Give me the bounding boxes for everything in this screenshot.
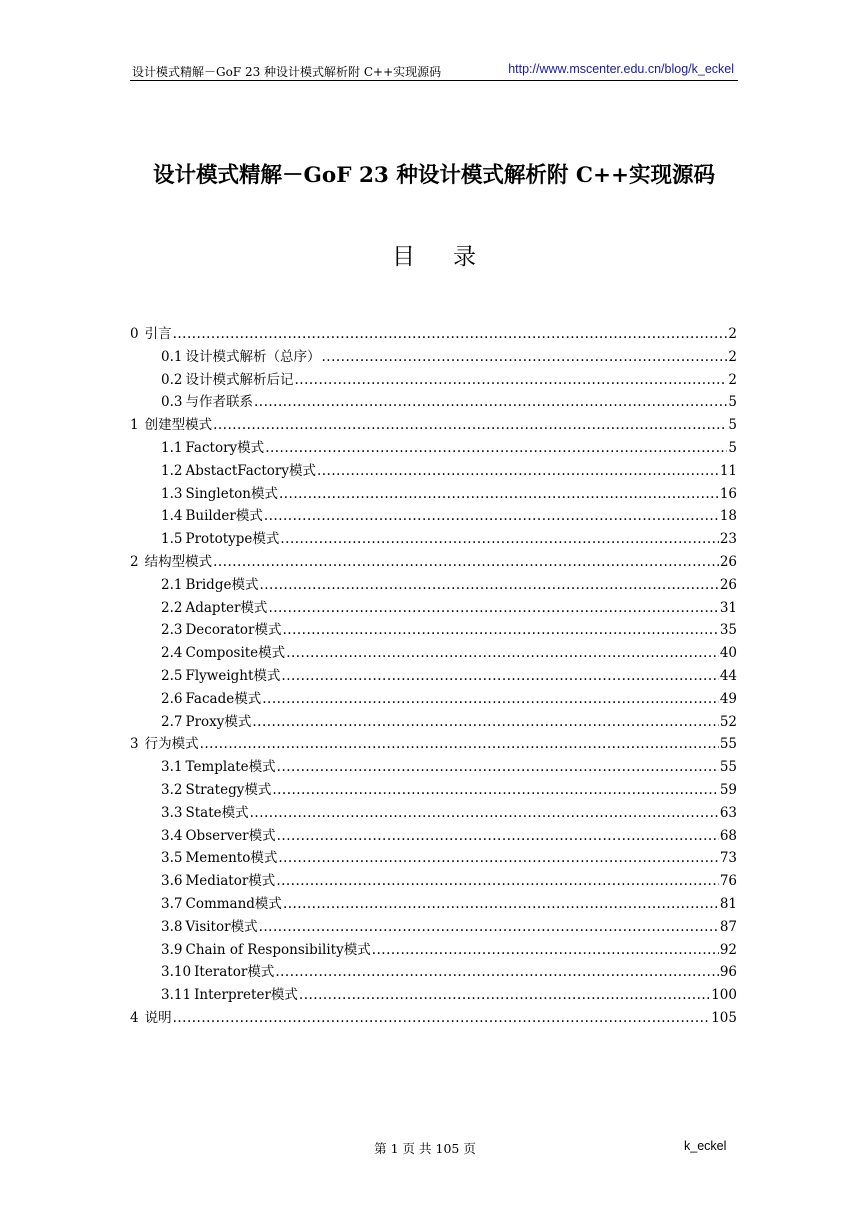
toc-entry[interactable]	[130, 778, 737, 801]
toc-entry-page: 87	[719, 918, 737, 935]
toc-entry-label: Decorator模式	[185, 622, 282, 639]
toc-dot-leader	[279, 486, 719, 502]
toc-dot-leader	[294, 372, 727, 388]
toc-entry-page: 2	[728, 326, 737, 342]
toc-entry-page: 5	[728, 417, 737, 434]
toc-entry-page: 5	[728, 394, 737, 411]
toc-entry-number: 2.3	[161, 622, 183, 639]
toc-entry-number: 1.5	[161, 531, 183, 548]
toc-entry-label: Visitor模式	[185, 918, 258, 935]
toc-entry-number: 3.6	[161, 873, 183, 890]
footer-author: k_eckel	[684, 1139, 727, 1153]
toc-entry-label: 设计模式解析后记	[185, 371, 294, 388]
toc-entry-number: 1.1	[161, 439, 183, 456]
toc-entry-page: 55	[719, 759, 737, 776]
toc-entry-page: 2	[728, 348, 737, 365]
toc-entry[interactable]	[130, 732, 737, 755]
toc-entry[interactable]	[130, 983, 737, 1006]
toc-entry-page: 2	[728, 371, 737, 388]
toc-entry-page: 26	[719, 553, 737, 570]
toc-entry-label: Builder模式	[185, 508, 263, 525]
toc-entry-page: 100	[711, 987, 737, 1004]
toc-entry-page: 31	[719, 599, 737, 616]
toc-entry-label: AbstactFactory模式	[185, 462, 316, 479]
toc-entry[interactable]	[130, 641, 737, 664]
toc-entry-label: Chain of Responsibility模式	[185, 941, 371, 958]
toc-entry-number: 1.2	[161, 462, 183, 479]
toc-entry-page: 40	[719, 645, 737, 662]
toc-entry-label: 设计模式解析（总序）	[185, 348, 321, 365]
toc-entry[interactable]	[130, 618, 737, 641]
toc-entry[interactable]	[130, 846, 737, 869]
toc-entry-label: 行为模式	[144, 736, 199, 753]
toc-entry-number: 2.6	[161, 690, 183, 707]
toc-entry[interactable]	[130, 960, 737, 983]
toc-entry-label: State模式	[185, 804, 249, 821]
toc-entry-label: Proxy模式	[185, 713, 252, 730]
toc-entry-number: 3	[130, 736, 139, 753]
toc-entry-number: 0.2	[161, 371, 183, 388]
toc-entry-number: 3.8	[161, 918, 183, 935]
toc-dot-leader	[268, 600, 718, 616]
toc-entry-label: Flyweight模式	[185, 667, 281, 684]
toc-entry-page: 92	[719, 941, 737, 958]
toc-entry-number: 2.5	[161, 667, 183, 684]
toc-entry-label: Singleton模式	[185, 485, 278, 502]
toc-entry-page: 55	[719, 736, 737, 753]
toc-dot-leader	[275, 964, 718, 980]
toc-entry-number: 2.4	[161, 645, 183, 662]
toc-entry-label: Iterator模式	[194, 964, 275, 981]
toc-entry-page: 52	[719, 713, 737, 730]
toc-entry[interactable]	[130, 824, 737, 847]
toc-entry-number: 3.5	[161, 850, 183, 867]
toc-entry-page: 96	[719, 964, 737, 981]
toc-entry-label: 创建型模式	[144, 417, 213, 434]
toc-dot-leader	[252, 714, 718, 730]
toc-dot-leader	[259, 919, 719, 935]
toc-dot-leader	[286, 645, 719, 661]
toc-dot-leader	[213, 554, 719, 570]
toc-entry[interactable]	[130, 504, 737, 527]
toc-entry-page: 76	[719, 873, 737, 890]
toc-entry-page: 68	[719, 827, 737, 844]
toc-entry-label: 与作者联系	[185, 394, 253, 411]
toc-entry-label: Composite模式	[185, 645, 286, 662]
toc-entry-label: Facade模式	[185, 690, 262, 707]
toc-dot-leader	[264, 508, 719, 524]
toc-entry[interactable]	[130, 573, 737, 596]
toc-dot-leader	[173, 1010, 711, 1026]
toc-entry-page: 5	[728, 439, 737, 456]
toc-entry-number: 3.11	[161, 987, 192, 1004]
toc-entry-number: 0.1	[161, 348, 183, 365]
toc-entry[interactable]	[130, 550, 737, 573]
toc-entry[interactable]	[130, 755, 737, 778]
toc-entry-label: 说明	[144, 1009, 172, 1026]
toc-dot-leader	[280, 531, 718, 547]
toc-entry[interactable]	[130, 915, 737, 938]
toc-entry-number: 1	[130, 417, 139, 434]
toc-entry-label: Command模式	[185, 895, 282, 912]
toc-dot-leader	[173, 326, 728, 342]
toc-dot-leader	[278, 850, 718, 866]
toc-entry-label: Bridge模式	[185, 576, 259, 593]
toc-entry-label: Memento模式	[185, 850, 278, 867]
page-header	[130, 62, 738, 81]
toc-entry-number: 2.7	[161, 713, 183, 730]
toc-dot-leader	[259, 577, 718, 593]
toc-entry[interactable]	[130, 459, 737, 482]
toc-entry[interactable]	[130, 596, 737, 619]
toc-dot-leader	[281, 668, 718, 684]
toc-entry[interactable]	[130, 390, 737, 413]
toc-dot-leader	[262, 691, 719, 707]
toc-dot-leader	[372, 942, 719, 958]
toc-entry-page: 81	[719, 895, 737, 912]
toc-dot-leader	[200, 736, 719, 752]
toc-dot-leader	[265, 440, 727, 456]
toc-entry-number: 3.1	[161, 759, 183, 776]
toc-entry-number: 3.2	[161, 781, 183, 798]
toc-dot-leader	[213, 417, 727, 433]
toc-entry-label: Observer模式	[185, 827, 276, 844]
toc-dot-leader	[321, 349, 727, 365]
toc-entry-number: 2	[130, 553, 139, 570]
toc-entry[interactable]	[130, 710, 737, 733]
toc-entry-number: 1.4	[161, 508, 183, 525]
toc-entry-label: Adapter模式	[185, 599, 268, 616]
toc-entry-number: 2.1	[161, 576, 183, 593]
toc-entry-number: 3.7	[161, 895, 183, 912]
toc-entry-page: 26	[719, 576, 737, 593]
toc-entry[interactable]	[130, 664, 737, 687]
toc-dot-leader	[276, 873, 719, 889]
toc-entry[interactable]	[130, 687, 737, 710]
toc-entry-page: 59	[719, 781, 737, 798]
toc-entry-page: 73	[719, 850, 737, 867]
toc-entry-number: 3.10	[161, 964, 192, 981]
toc-entry[interactable]	[130, 527, 737, 550]
toc-entry[interactable]	[130, 869, 737, 892]
toc-entry-label: Mediator模式	[185, 873, 276, 890]
toc-dot-leader	[317, 463, 719, 479]
toc-dot-leader	[272, 782, 718, 798]
toc-entry[interactable]	[130, 482, 737, 505]
toc-entry-page: 49	[719, 690, 737, 707]
toc-entry-page: 23	[719, 531, 737, 548]
toc-entry-number: 3.9	[161, 941, 183, 958]
toc-dot-leader	[277, 828, 719, 844]
toc-entry-number: 3.3	[161, 804, 183, 821]
table-of-contents	[130, 322, 737, 1029]
toc-entry[interactable]	[130, 1006, 737, 1029]
toc-entry[interactable]	[130, 368, 737, 391]
toc-entry-page: 63	[719, 804, 737, 821]
header-title: 设计模式精解－GoF 23 种设计模式解析附 C++实现源码	[132, 65, 442, 79]
toc-entry-label: Template模式	[185, 759, 276, 776]
toc-entry-page: 16	[719, 485, 737, 502]
page-number: 第 1 页 共 105 页	[374, 1141, 476, 1156]
toc-entry-label: Interpreter模式	[194, 987, 298, 1004]
toc-entry-number: 0	[130, 326, 139, 342]
toc-dot-leader	[299, 987, 710, 1003]
toc-entry-page: 11	[719, 462, 737, 479]
toc-entry-number: 4	[130, 1009, 139, 1026]
toc-entry-number: 2.2	[161, 599, 183, 616]
toc-entry[interactable]	[130, 436, 737, 459]
toc-entry-page: 44	[719, 667, 737, 684]
toc-entry[interactable]	[130, 801, 737, 824]
toc-entry-label: Strategy模式	[185, 781, 272, 798]
toc-entry[interactable]	[130, 938, 737, 961]
toc-entry[interactable]	[130, 322, 737, 345]
toc-dot-leader	[254, 394, 727, 410]
document-title: 设计模式精解－GoF 23 种设计模式解析附 C++实现源码	[153, 163, 715, 188]
toc-entry-label: 结构型模式	[144, 553, 213, 570]
toc-entry-page: 105	[711, 1009, 737, 1026]
toc-dot-leader	[250, 805, 719, 821]
toc-entry[interactable]	[130, 892, 737, 915]
toc-entry[interactable]	[130, 413, 737, 436]
toc-heading: 目录	[392, 244, 514, 270]
toc-dot-leader	[283, 896, 719, 912]
header-url-link[interactable]: http://www.mscenter.edu.cn/blog/k_eckel	[508, 62, 734, 76]
toc-entry-number: 1.3	[161, 485, 183, 502]
toc-entry-label: Prototype模式	[185, 531, 280, 548]
toc-entry[interactable]	[130, 345, 737, 368]
toc-entry-number: 0.3	[161, 394, 183, 411]
toc-entry-label: Factory模式	[185, 439, 265, 456]
toc-entry-page: 35	[719, 622, 737, 639]
toc-dot-leader	[283, 622, 719, 638]
toc-dot-leader	[277, 759, 719, 775]
toc-entry-page: 18	[719, 508, 737, 525]
toc-entry-number: 3.4	[161, 827, 183, 844]
toc-entry-label: 引言	[144, 326, 172, 342]
